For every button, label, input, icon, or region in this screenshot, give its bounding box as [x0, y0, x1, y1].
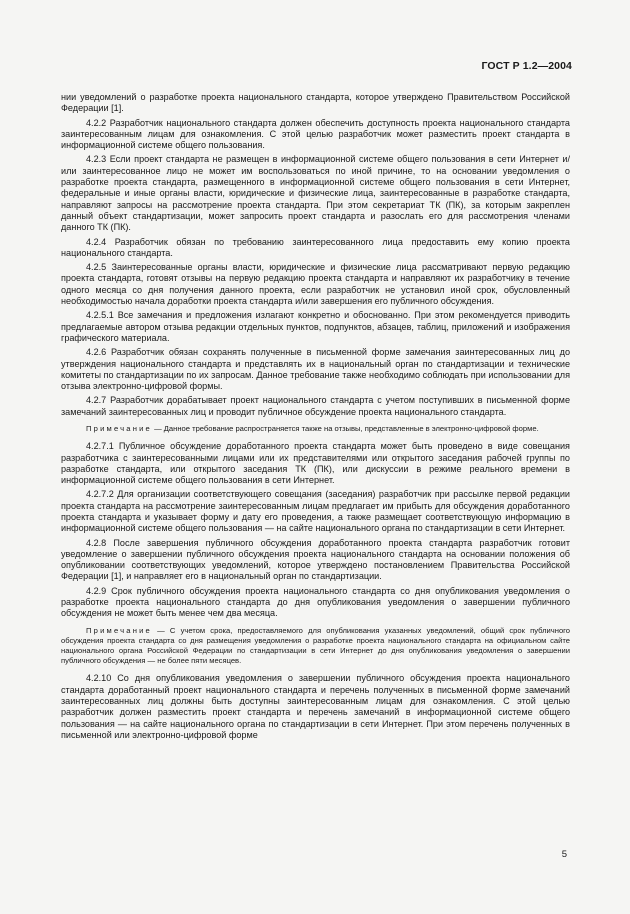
paragraph-4-2-10: 4.2.10 Со дня опубликования уведомления о завершении публичного обсуждения проекта национального стандарта доработанный проект национального стандарта и перечень полученных в письменной форме замечаний заинтересованных лиц должны быть доступны заинтересованным лицам для ознакомления. С этой целью разработчик должен разместить проект стандарта и перечень замечаний в информационной системе общего пользования — на сайте национального органа по стандартизации в сети Интернет. При этом перечень полученных в письменной или электронно-цифровой форме — [61, 673, 570, 740]
page-number: 5 — [561, 849, 567, 860]
note-text: — Данное требование распространяется также на отзывы, представленные в электронно-цифровой форме. — [154, 424, 539, 434]
note-label: Примечание — [86, 625, 152, 635]
paragraph-4-2-3: 4.2.3 Если проект стандарта не размещен в информационной системе общего пользования в сети Интернет и/или заинтересованное лицо не может им воспользоваться по иной причине, то на основании уведомления о разработке проекта стандарта, размещенного в информационной системе общего пользования в сети Интернет, федеральные и иные органы власти, юридические и физические лица, заинтересованные в разработке стандарта, направляют запросы на рассмотрение проекта стандарта. При этом секретариат ТК (ПК), за которым закреплен данный объект стандартизации, может запросить проект стандарта и разослать его для рассмотрения членами данного ТК (ПК). — [61, 154, 570, 233]
note-1 — [61, 424, 570, 434]
note-label: Примечание — [86, 424, 152, 434]
document-header: ГОСТ Р 1.2—2004 — [481, 60, 572, 72]
paragraph-4-2-5-1: 4.2.5.1 Все замечания и предложения излагают конкретно и обоснованно. При этом рекомендуется приводить предлагаемые автором отзыва редакции отдельных пунктов, подпунктов, абзацев, таблиц, приложений и изображения графического материала. — [61, 310, 570, 343]
note-2 — [61, 626, 570, 667]
document-body — [61, 92, 570, 744]
paragraph-4-2-8: 4.2.8 После завершения публичного обсуждения доработанного проекта стандарта разработчик готовит уведомление о завершении публичного обсуждения проекта национального стандарта на основании положения об опубликовании соответствующих уведомлений, которое утверждено постановлением Правительства Российской Федерации [1], и направляет его в национальный орган по стандартизации. — [61, 537, 570, 582]
paragraph-4-2-5: 4.2.5 Заинтересованные органы власти, юридические и физические лица рассматривают первую редакцию проекта стандарта, готовят отзывы на первую редакцию проекта стандарта и направляют их разработчику в течение одного месяца со дня получения данного проекта, если разработчик не установил иной срок, обусловленный необходимостью начала доработки проекта стандарта и/или завершения его публичного обсуждения. — [61, 262, 570, 307]
paragraph: нии уведомлений о разработке проекта национального стандарта, которое утверждено Правительством Российской Федерации [1]. — [61, 92, 570, 114]
paragraph-4-2-9: 4.2.9 Срок публичного обсуждения проекта национального стандарта со дня опубликования уведомления о разработке проекта национального стандарта до дня опубликования уведомления о завершении публичного обсуждения не может быть менее чем два месяца. — [61, 585, 570, 619]
paragraph-4-2-7-2: 4.2.7.2 Для организации соответствующего совещания (заседания) разработчик при рассылке первой редакции проекта стандарта на рассмотрение заинтересованным лицам предлагает им прибыть для обсуждения доработанного проекта стандарта и указывает форму и дату его проведения, а также размещает соответствующую информацию в информационной системе общего пользования — на сайте национального органа по стандартизации в сети Интернет. — [61, 489, 570, 534]
paragraph-4-2-4: 4.2.4 Разработчик обязан по требованию заинтересованного лица предоставить ему копию проекта национального стандарта. — [61, 236, 570, 258]
paragraph-4-2-6: 4.2.6 Разработчик обязан сохранять полученные в письменной форме замечания заинтересованных лиц до утверждения национального стандарта и представлять их в национальный орган по стандартизации и технические комитеты по стандартизации по их запросам. Данное требование также необходимо соблюдать при использовании для отзыва электронно-цифровой формы. — [61, 347, 570, 392]
paragraph-4-2-7: 4.2.7 Разработчик дорабатывает проект национального стандарта с учетом поступивших в письменной форме замечаний заинтересованных лиц и проводит публичное обсуждение проекта национального стандарта. — [61, 395, 570, 417]
paragraph-4-2-7-1: 4.2.7.1 Публичное обсуждение доработанного проекта стандарта может быть проведено в виде совещания разработчика с заинтересованными лицами или их представителями или открытого заседания рабочей группы по разработке стандарта, или открытого заседания ТК (ПК), или дискуссии в режиме реального времени в информационной системе общего пользования в сети Интернет. — [61, 441, 570, 486]
note-text: — С учетом срока, предоставляемого для опубликования указанных уведомлений, общий срок публичного обсуждения проекта стандарта со дня размещения уведомления о разработке проекта национального стандарта на официальном сайте национального органа Российской Федерации по стандартизации в сети Интернет до дня опубликования уведомления о завершении публичного обсуждения — не более пяти месяцев. — [61, 625, 570, 666]
paragraph-4-2-2: 4.2.2 Разработчик национального стандарта должен обеспечить доступность проекта национального стандарта заинтересованным лицам для ознакомления. С этой целью разработчик может разместить проект стандарта в информационной системе общего пользования. — [61, 117, 570, 151]
